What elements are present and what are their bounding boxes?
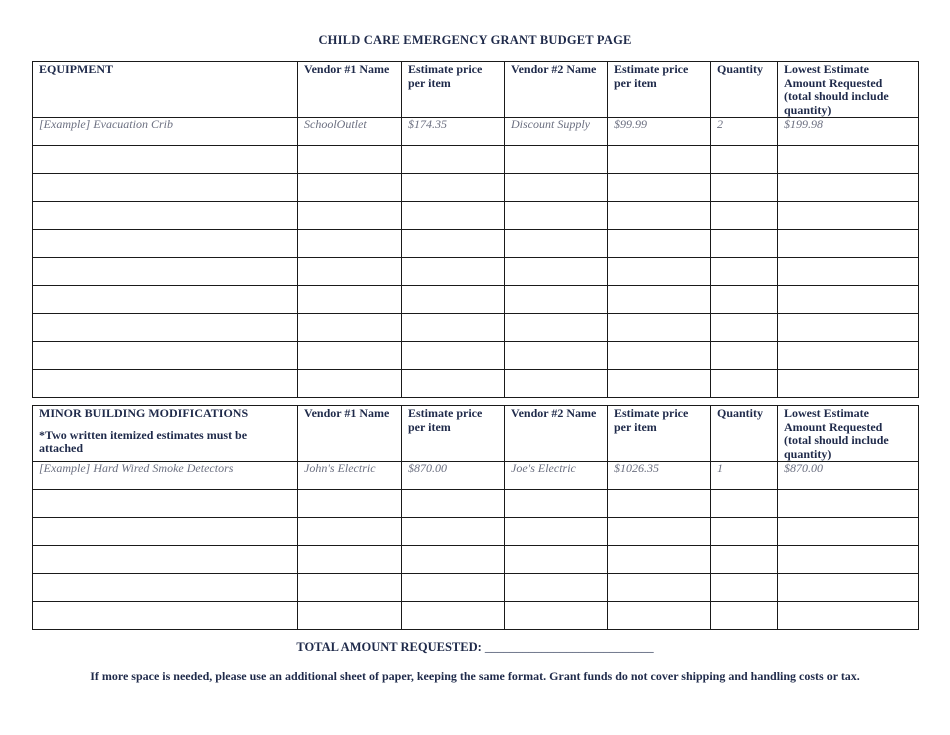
- equipment-blank-rows: [33, 146, 919, 398]
- example-row: [33, 118, 919, 146]
- estimates-note: *Two written itemized estimates must be attached: [39, 427, 248, 455]
- modifications-table: [32, 405, 919, 630]
- example-vendor2: Discount Supply: [505, 118, 608, 146]
- total-input-line[interactable]: ___________________________: [484, 640, 654, 654]
- total-label: TOTAL AMOUNT REQUESTED:: [296, 640, 482, 654]
- example-quantity: 1: [711, 462, 778, 490]
- example-price2: $1026.35: [608, 462, 711, 490]
- example-item: [Example] Evacuation Crib: [33, 118, 298, 146]
- table-header-row: [33, 406, 919, 462]
- table-row: [33, 342, 919, 370]
- column-header-vendor1: Vendor #1 Name: [298, 62, 402, 118]
- table-row: [33, 230, 919, 258]
- total-amount: [0, 640, 950, 655]
- column-header-lowest: Lowest Estimate Amount Requested (total should include quantity): [778, 406, 919, 462]
- example-vendor1: SchoolOutlet: [298, 118, 402, 146]
- page-title: CHILD CARE EMERGENCY GRANT BUDGET PAGE: [318, 33, 632, 47]
- example-row: [33, 462, 919, 490]
- table-row: [33, 518, 919, 546]
- table-row: [33, 174, 919, 202]
- table-row: [33, 574, 919, 602]
- example-vendor1: John's Electric: [298, 462, 402, 490]
- modifications-blank-rows: [33, 490, 919, 630]
- table-row: [33, 314, 919, 342]
- table-header-row: [33, 62, 919, 118]
- table-row: [33, 602, 919, 630]
- footer-note: If more space is needed, please use an additional sheet of paper, keeping the same format. Grant funds do not cover shipping and handling costs or tax.: [90, 669, 860, 683]
- example-lowest: $870.00: [778, 462, 919, 490]
- example-price2: $99.99: [608, 118, 711, 146]
- example-item: [Example] Hard Wired Smoke Detectors: [33, 462, 298, 490]
- table-row: [33, 202, 919, 230]
- column-header-vendor2: Vendor #2 Name: [505, 62, 608, 118]
- column-header-price1: Estimate price per item: [402, 406, 505, 462]
- column-header-price2: Estimate price per item: [608, 406, 711, 462]
- table-row: [33, 546, 919, 574]
- table-row: [33, 258, 919, 286]
- table-row: [33, 286, 919, 314]
- column-header-vendor1: Vendor #1 Name: [298, 406, 402, 462]
- example-quantity: 2: [711, 118, 778, 146]
- equipment-table: [32, 61, 919, 398]
- column-header-quantity: Quantity: [711, 406, 778, 462]
- example-price1: $174.35: [402, 118, 505, 146]
- example-price1: $870.00: [402, 462, 505, 490]
- section-heading: EQUIPMENT: [33, 62, 298, 118]
- column-header-price2: Estimate price per item: [608, 62, 711, 118]
- column-header-vendor2: Vendor #2 Name: [505, 406, 608, 462]
- section-heading-cell: [33, 406, 298, 462]
- example-lowest: $199.98: [778, 118, 919, 146]
- column-header-quantity: Quantity: [711, 62, 778, 118]
- table-row: [33, 146, 919, 174]
- table-row: [33, 370, 919, 398]
- table-row: [33, 490, 919, 518]
- example-vendor2: Joe's Electric: [505, 462, 608, 490]
- section-heading: MINOR BUILDING MODIFICATIONS: [39, 406, 249, 420]
- column-header-lowest: Lowest Estimate Amount Requested (total should include quantity): [778, 62, 919, 118]
- column-header-price1: Estimate price per item: [402, 62, 505, 118]
